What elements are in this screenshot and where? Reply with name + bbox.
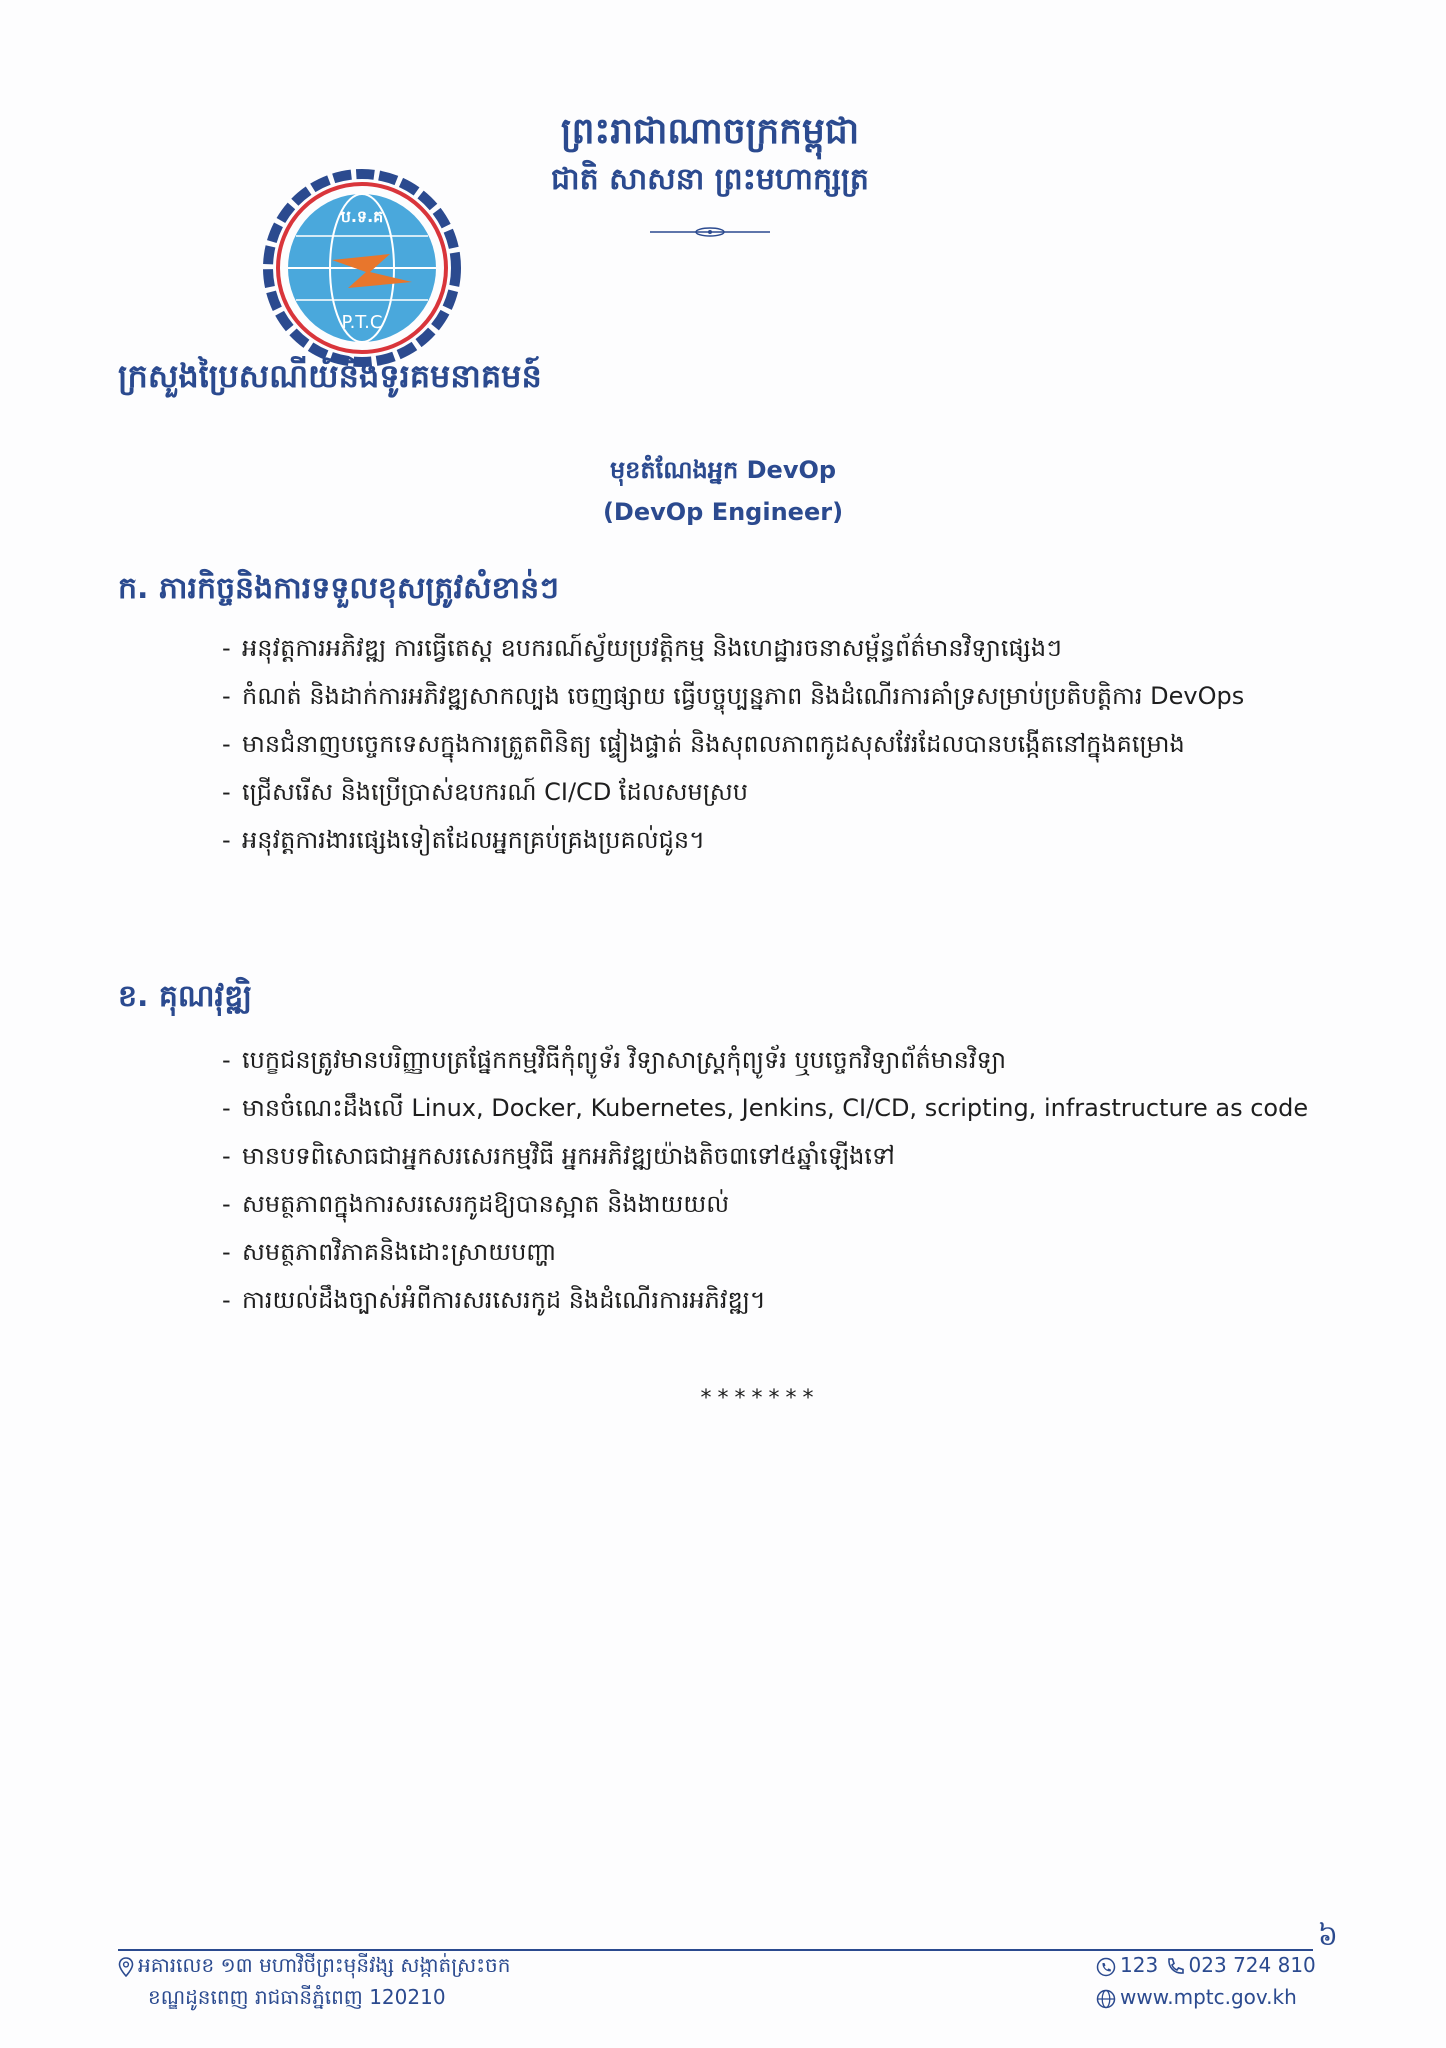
section-qualifications-title: ខ. គុណវុឌ្ឍិ — [118, 979, 253, 1014]
end-separator: ******* — [700, 1386, 820, 1411]
ministry-logo — [262, 168, 462, 368]
job-title-english: (DevOp Engineer) — [602, 498, 844, 526]
phone-hotline-icon — [1096, 1957, 1116, 1977]
ministry-name: ក្រសួងប្រៃសណីយ៍និងទូរគមនាគមន៍ — [118, 357, 542, 395]
phone-number: 023 724 810 — [1188, 1953, 1316, 1977]
phone-icon — [1165, 1957, 1185, 1977]
kingdom-title: ព្រះរាជាណាចក្រកម្ពុជា — [560, 111, 860, 152]
address-line-2: ខណ្ឌដូនពេញ រាជធានីភ្នំពេញ 120210 — [148, 1985, 446, 2009]
list-item: - មានចំណេះដឹងលើ Linux, Docker, Kubernetes, Jenkins, CI/CD, scripting, infrastructure as code — [222, 1092, 1327, 1124]
list-item: - ការយល់ដឹងច្បាស់អំពីការសរសេរកូដ និងដំណើរការអភិវឌ្ឍ។ — [222, 1284, 1327, 1316]
list-item: - សមត្ថភាពក្នុងការសរសេរកូដឱ្យបានស្អាត និងងាយយល់ — [222, 1188, 1327, 1220]
list-item: - មានជំនាញបច្ចេកទេសក្នុងការត្រួតពិនិត្យ ផ្ទៀងផ្ទាត់ និងសុពលភាពកូដសុសវែរដែលបានបង្កើតនៅក្នុងគម្រោង — [222, 728, 1327, 760]
globe-icon — [1096, 1989, 1116, 2009]
list-item: - មានបទពិសោធជាអ្នកសរសេរកម្មវិធី អ្នកអភិវឌ្ឍយ៉ាងតិច៣ទៅ៥ឆ្នាំឡើងទៅ — [222, 1140, 1327, 1172]
list-item: - ជ្រើសរើស និងប្រើប្រាស់ឧបករណ៍ CI/CD ដែលសមស្រប — [222, 776, 1327, 808]
list-item: - អនុវត្តការអភិវឌ្ឍ ការធ្វើតេស្ត ឧបករណ៍ស្វ័យប្រវត្តិកម្ម និងហេដ្ឋារចនាសម្ព័ន្ធព័ត៌មានវិទ្យាផ្សេងៗ — [222, 632, 1327, 664]
logo-bottom-text: P.T.C — [341, 312, 383, 333]
national-motto: ជាតិ សាសនា ព្រះមហាក្សត្រ — [551, 162, 869, 197]
phone-line — [1096, 1950, 1316, 1980]
section-responsibilities-title: ក. ភារកិច្ចនិងការទទួលខុសត្រូវសំខាន់ៗ — [118, 571, 559, 606]
list-item: - បេក្ខជនត្រូវមានបរិញ្ញាបត្រផ្នែកកម្មវិធីកុំព្យូទ័រ វិទ្យាសាស្ត្រកុំព្យូទ័រ ឬបច្ចេកវិទ្យាព័ត៌មានវិទ្យា — [222, 1044, 1327, 1076]
address-line-1 — [118, 1950, 510, 1980]
list-item: - សមត្ថភាពវិភាគនិងដោះស្រាយបញ្ហា — [222, 1236, 1327, 1268]
logo-top-text: ប.ទ.គ — [340, 207, 384, 226]
ornament-divider — [650, 225, 770, 239]
responsibilities-list — [222, 632, 1327, 872]
website-line — [1096, 1982, 1297, 2012]
page-number: ៦ — [1318, 1919, 1338, 1952]
job-title: មុខតំណែងអ្នក DevOp — [609, 456, 837, 484]
website-link[interactable]: www.mptc.gov.kh — [1120, 1985, 1297, 2009]
qualifications-list — [222, 1044, 1327, 1332]
address-text-1: អគារលេខ ១៣ មហាវិថីព្រះមុនីវង្ស សង្កាត់ស្រះចក — [138, 1953, 511, 1977]
hotline-number: 123 — [1120, 1953, 1165, 1977]
list-item: - កំណត់ និងដាក់ការអភិវឌ្ឍសាកល្បង ចេញផ្សាយ ធ្វើបច្ចុប្បន្នភាព និងដំណើរការគាំទ្រសម្រាប់ប្រតិបត្តិការ DevOps — [222, 680, 1327, 712]
location-pin-icon — [118, 1957, 134, 1977]
list-item: - អនុវត្តការងារផ្សេងទៀតដែលអ្នកគ្រប់គ្រងប្រគល់ជូន។ — [222, 824, 1327, 856]
